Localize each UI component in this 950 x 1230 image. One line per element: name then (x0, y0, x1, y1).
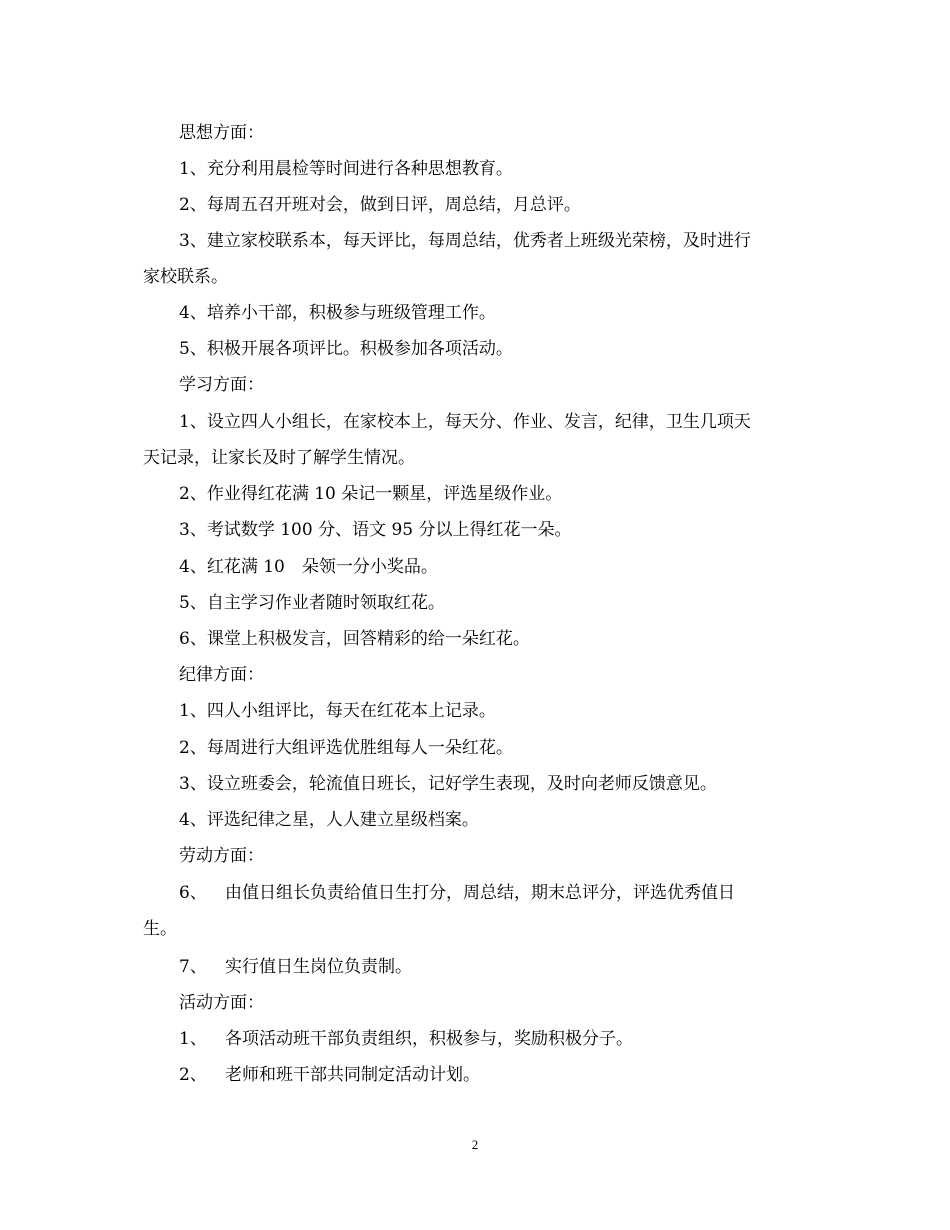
paragraph-line: 4、培养小干部，积极参与班级管理工作。 (179, 303, 496, 323)
paragraph-line: 4、红花满 10 朵领一分小奖品。 (179, 557, 438, 577)
paragraph-line: 1、充分利用晨检等时间进行各种思想教育。 (179, 159, 513, 179)
paragraph-line: 2、每周五召开班对会，做到日评，周总结，月总评。 (179, 195, 581, 215)
section-heading-thought: 思想方面： (179, 123, 264, 143)
list-number: 6、 (179, 883, 207, 903)
numbered-line (179, 1028, 859, 1050)
section-heading-activity: 活动方面： (179, 993, 264, 1013)
numbered-line (179, 882, 859, 904)
paragraph-text: 由值日组长负责给值日生打分，周总结，期末总评分，评选优秀值日 (225, 883, 735, 903)
paragraph-line: 1、四人小组评比，每天在红花本上记录。 (179, 701, 496, 721)
paragraph-line: 5、自主学习作业者随时领取红花。 (179, 593, 445, 613)
section-heading-discipline: 纪律方面： (179, 665, 264, 685)
paragraph-line: 1、设立四人小组长，在家校本上，每天分、作业、发言，纪律，卫生几项天 (179, 412, 751, 432)
list-number: 1、 (179, 1029, 207, 1049)
paragraph-line: 天记录，让家长及时了解学生情况。 (143, 448, 415, 468)
paragraph-line: 2、每周进行大组评选优胜组每人一朵红花。 (179, 738, 513, 758)
paragraph-line: 3、建立家校联系本，每天评比，每周总结，优秀者上班级光荣榜，及时进行 (179, 231, 751, 251)
paragraph-text: 各项活动班干部负责组织，积极参与，奖励积极分子。 (225, 1029, 633, 1049)
paragraph-text: 实行值日生岗位负责制。 (225, 957, 412, 977)
section-heading-study: 学习方面： (179, 375, 264, 395)
paragraph-line: 2、作业得红花满 10 朵记一颗星，评选星级作业。 (179, 484, 563, 504)
paragraph-line: 生。 (143, 919, 177, 939)
list-number: 7、 (179, 957, 207, 977)
paragraph-text: 老师和班干部共同制定活动计划。 (225, 1065, 480, 1085)
paragraph-line: 4、评选纪律之星，人人建立星级档案。 (179, 810, 479, 830)
numbered-line (179, 1064, 859, 1086)
list-number: 2、 (179, 1065, 207, 1085)
paragraph-line: 3、考试数学 100 分、语文 95 分以上得红花一朵。 (179, 520, 572, 540)
section-heading-labor: 劳动方面： (179, 846, 264, 866)
paragraph-line: 3、设立班委会，轮流值日班长，记好学生表现，及时向老师反馈意见。 (179, 774, 717, 794)
page-number: 2 (471, 1137, 479, 1152)
paragraph-line: 6、课堂上积极发言，回答精彩的给一朵红花。 (179, 629, 530, 649)
numbered-line (179, 956, 859, 978)
paragraph-line: 家校联系。 (143, 267, 228, 287)
paragraph-line: 5、积极开展各项评比。积极参加各项活动。 (179, 339, 513, 359)
